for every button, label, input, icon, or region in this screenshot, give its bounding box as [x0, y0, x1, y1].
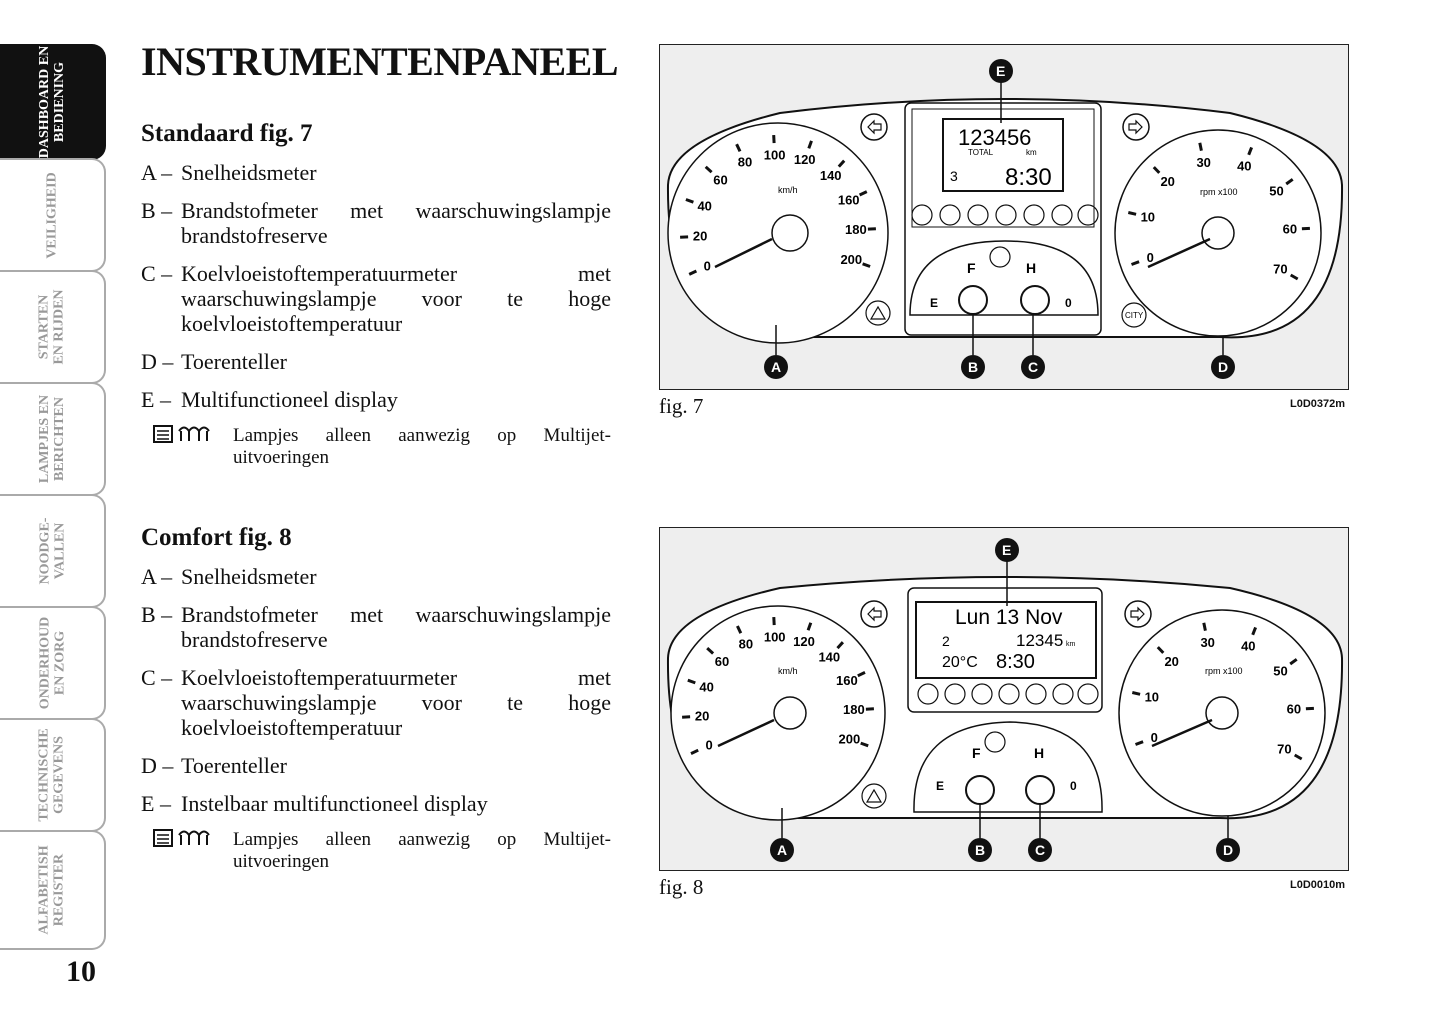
tab-technische[interactable] — [0, 718, 106, 832]
legend-text: Snelheidsmeter — [181, 564, 317, 589]
section-standard — [141, 120, 611, 469]
legend-text: Multifunctioneel display — [181, 387, 398, 412]
tab-label-line1: NOODGE- — [36, 517, 52, 585]
temp-hot-label: H — [1034, 745, 1045, 761]
callout-e-label: E — [996, 63, 1006, 79]
tick-mark — [1200, 143, 1202, 151]
tick-label: 40 — [1237, 158, 1252, 174]
glow-plug-icon — [179, 428, 209, 442]
tab-lampjes[interactable] — [0, 382, 106, 496]
tachometer-hub — [1206, 697, 1238, 729]
tick-label: 30 — [1200, 634, 1215, 650]
display-odometer: 12345 — [1016, 631, 1064, 650]
legend-key: E – — [141, 387, 171, 412]
legend-text: Koelvloeistoftemperatuurmeter met waarschuwingslampje voor te hoge koelvloeistoftemperatuur — [181, 665, 611, 740]
temp-cold-label: 0 — [1065, 296, 1072, 310]
tab-register[interactable] — [0, 830, 106, 950]
section-heading: Comfort fig. 8 — [141, 524, 292, 551]
note-text: Lampjes alleen aanwezig op Multijet-uitvoeringen — [233, 829, 611, 872]
legend-item — [141, 349, 611, 374]
tick-label: 180 — [843, 702, 865, 717]
filter-icon — [153, 827, 215, 849]
tab-label-line2: BERICHTEN — [51, 396, 67, 482]
tab-dashboard[interactable] — [0, 44, 106, 160]
display-unit: km — [1066, 641, 1076, 648]
tab-label-line1: STARTEN — [36, 294, 52, 360]
callout-a-label: A — [777, 842, 788, 858]
fuel-gauge-hub — [966, 776, 994, 804]
rpm-unit: rpm x100 — [1200, 187, 1238, 197]
legend-text: Koelvloeistoftemperatuurmeter met waarschuwingslampje voor te hoge koelvloeistoftemperatuur — [181, 261, 611, 336]
tick-label: 40 — [1241, 638, 1256, 654]
display-gear: 2 — [942, 633, 950, 649]
tab-label-line1: VEILIGHEID — [44, 171, 60, 259]
legend-item — [141, 387, 611, 412]
display-temp: 20°C — [942, 654, 978, 671]
multijet-note — [141, 829, 611, 873]
tick-label: 20 — [1164, 653, 1179, 669]
tick-label: 0 — [1150, 730, 1158, 745]
tick-label: 60 — [1286, 701, 1302, 717]
tick-mark — [1204, 623, 1206, 631]
display-gear: 3 — [950, 168, 958, 184]
tab-label-line2: EN ZORG — [52, 630, 67, 696]
tab-starten[interactable] — [0, 270, 106, 384]
tab-label-line1: ALFABETISH — [37, 845, 52, 935]
tick-mark — [1128, 213, 1136, 215]
tick-label: 30 — [1196, 154, 1211, 170]
figure-7-code: L0D0372m — [1290, 398, 1346, 410]
temp-hot-label: H — [1026, 260, 1037, 276]
figure-8-code: L0D0010m — [1290, 879, 1346, 891]
display-total: TOTAL — [968, 148, 994, 157]
tick-label: 180 — [845, 221, 867, 237]
tick-label: 10 — [1144, 689, 1160, 705]
multijet-note — [141, 425, 611, 469]
display-time: 8:30 — [996, 651, 1035, 673]
legend-key: C – — [141, 665, 173, 690]
tab-label-line2: EN RIJDEN — [51, 289, 67, 365]
legend-key: B – — [141, 198, 173, 223]
tick-label: 60 — [713, 172, 728, 188]
fuel-empty-label: E — [936, 779, 945, 793]
note-text: Lampjes alleen aanwezig op Multijet-uitvoeringen — [233, 425, 611, 468]
tick-label: 0 — [705, 737, 713, 753]
legend-item — [141, 198, 611, 248]
left-arrow-button — [861, 601, 887, 627]
speedometer-hub — [774, 697, 806, 729]
callout-d-label: D — [1223, 842, 1234, 858]
temp-cold-label: 0 — [1070, 779, 1077, 793]
tick-label: 100 — [763, 147, 786, 163]
legend-text: Brandstofmeter met waarschuwingslampje brandstofreserve — [181, 198, 611, 248]
legend-key: A – — [141, 160, 173, 185]
tick-label: 20 — [1160, 173, 1175, 189]
figure-7 — [659, 44, 1349, 390]
tab-label-line2: REGISTER — [52, 853, 67, 927]
city-label: CITY — [1125, 311, 1144, 320]
tab-veiligheid[interactable] — [0, 158, 106, 272]
legend-item — [141, 753, 611, 778]
legend-item — [141, 564, 611, 589]
legend-text: Instelbaar multifunctioneel display — [181, 791, 488, 816]
legend-item — [141, 665, 611, 740]
tab-label-line1: TECHNISCHE — [36, 728, 52, 822]
display-unit: km — [1026, 148, 1037, 157]
filter-icon — [153, 423, 215, 445]
left-arrow-button — [861, 114, 887, 140]
legend-item — [141, 261, 611, 336]
tick-label: 0 — [703, 258, 711, 274]
speedometer-hub — [772, 215, 808, 251]
callout-c-label: C — [1035, 842, 1046, 858]
tick-mark — [1132, 693, 1140, 695]
tab-label-line1: ONDERHOUD — [37, 616, 52, 710]
tab-label-line2: BEDIENING — [52, 61, 67, 143]
tick-label: 0 — [1146, 250, 1154, 265]
tick-label: 120 — [793, 152, 816, 167]
instrument-panel-comfort — [660, 528, 1349, 871]
callout-a-label: A — [771, 359, 782, 375]
instrument-panel-standard — [660, 45, 1349, 390]
tick-label: 120 — [793, 633, 815, 649]
legend-key: C – — [141, 261, 173, 286]
tick-label: 200 — [840, 252, 863, 267]
legend-text: Toerenteller — [181, 349, 287, 374]
speed-unit: km/h — [778, 185, 798, 195]
callout-d-label: D — [1218, 359, 1229, 375]
display-date: Lun 13 Nov — [955, 606, 1063, 629]
tick-label: 140 — [818, 649, 841, 665]
legend-key: D – — [141, 753, 174, 778]
tick-label: 160 — [836, 673, 858, 689]
legend-item — [141, 602, 611, 652]
right-arrow-button — [1125, 601, 1151, 627]
hazard-button — [866, 301, 890, 325]
page-number: 10 — [66, 955, 96, 988]
legend-text: Toerenteller — [181, 753, 287, 778]
figure-8 — [659, 527, 1349, 871]
tick-label: 10 — [1140, 209, 1156, 225]
tick-label: 140 — [819, 167, 842, 183]
legend-text: Snelheidsmeter — [181, 160, 317, 185]
tick-label: 40 — [697, 198, 712, 214]
tick-label: 20 — [692, 228, 708, 244]
tick-label: 100 — [763, 629, 786, 645]
tick-label: 80 — [737, 154, 753, 170]
tab-noodgevallen[interactable] — [0, 494, 106, 608]
display-time: 8:30 — [1005, 164, 1052, 191]
figure-7-caption: fig. 7 — [659, 394, 704, 418]
tick-label: 200 — [838, 731, 861, 747]
tab-label-line2: VALLEN — [51, 522, 67, 580]
tick-label: 70 — [1277, 741, 1292, 757]
legend-key: B – — [141, 602, 173, 627]
tick-label: 160 — [837, 192, 860, 208]
rpm-unit: rpm x100 — [1205, 666, 1243, 676]
tab-label-line1: DASHBOARD EN — [37, 45, 52, 159]
tab-onderhoud[interactable] — [0, 606, 106, 720]
fuel-full-label: F — [967, 260, 976, 276]
tick-label: 40 — [699, 679, 714, 695]
fuel-empty-label: E — [930, 296, 939, 310]
tab-label-line1: LAMPJES EN — [36, 394, 52, 484]
legend-item — [141, 160, 611, 185]
tick-label: 20 — [694, 708, 710, 724]
legend-item — [141, 791, 611, 816]
glow-plug-icon — [179, 832, 209, 846]
tick-label: 50 — [1273, 663, 1288, 679]
callout-c-label: C — [1028, 359, 1039, 375]
legend-key: E – — [141, 791, 171, 816]
figure-8-caption: fig. 8 — [659, 875, 704, 899]
callout-b-label: B — [975, 842, 986, 858]
temp-gauge-hub — [1021, 286, 1049, 314]
callout-e-label: E — [1002, 542, 1012, 558]
fuel-full-label: F — [972, 745, 981, 761]
legend-key: D – — [141, 349, 174, 374]
hazard-button — [862, 784, 886, 808]
legend-text: Brandstofmeter met waarschuwingslampje brandstofreserve — [181, 602, 611, 652]
tick-label: 80 — [738, 636, 754, 652]
legend-key: A – — [141, 564, 173, 589]
section-comfort — [141, 524, 611, 873]
tick-label: 50 — [1269, 183, 1284, 199]
right-arrow-button — [1123, 114, 1149, 140]
tachometer-hub — [1202, 217, 1234, 249]
tick-label: 60 — [714, 654, 730, 669]
callout-b-label: B — [968, 359, 979, 375]
page-title: INSTRUMENTENPANEEL — [141, 39, 618, 84]
fuel-gauge-hub — [959, 286, 987, 314]
tick-label: 60 — [1282, 221, 1298, 237]
tick-label: 70 — [1273, 261, 1288, 277]
tab-label-line2: GEGEVENS — [51, 736, 67, 814]
temp-gauge-hub — [1026, 776, 1054, 804]
section-heading: Standaard fig. 7 — [141, 120, 313, 147]
display-odometer: 123456 — [958, 125, 1032, 150]
speed-unit: km/h — [778, 666, 798, 676]
